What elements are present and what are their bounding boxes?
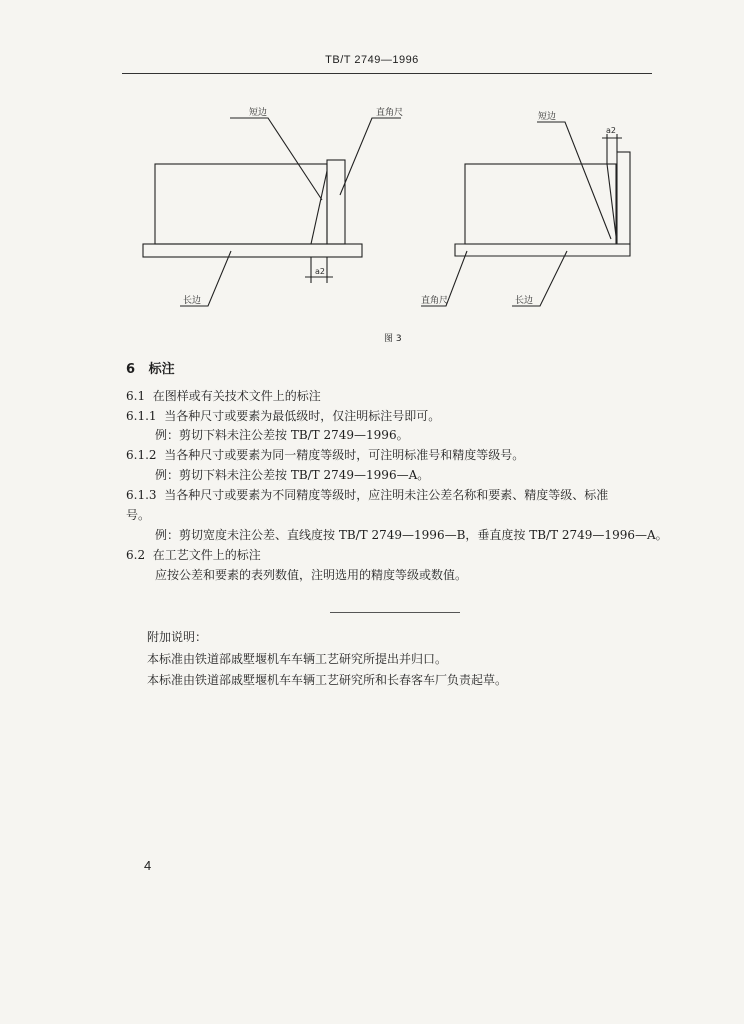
notes-line-2: 本标准由铁道部戚墅堰机车车辆工艺研究所和长春客车厂负责起草。 [147, 673, 508, 687]
clause-6-1-1-example: 例：剪切下料未注公差按 TB/T 2749—1996。 [155, 428, 409, 442]
right-square-blade [617, 152, 630, 244]
clause-6-2-body: 应按公差和要素的表列数值，注明选用的精度等级或数值。 [155, 568, 468, 582]
left-leader-square [340, 118, 401, 195]
right-label-short-edge: 短边 [538, 112, 557, 122]
right-leader-short-edge [537, 122, 611, 239]
left-short-edge-line [311, 171, 327, 244]
left-label-short-edge: 短边 [249, 108, 268, 118]
left-square-blade [327, 160, 345, 244]
clause-6-1-3-continuation: 号。 [126, 508, 151, 522]
clause-6-1-3-example: 例：剪切宽度未注公差、直线度按 TB/T 2749—1996—B，垂直度按 TB/T 2749—1996—A。 [155, 528, 668, 542]
right-long-edge-bar [455, 244, 630, 256]
right-workpiece [465, 164, 616, 244]
notes-title: 附加说明： [147, 630, 208, 644]
clause-6-1-1: 6.1.1 当各种尺寸或要素为最低级时，仅注明标注号即可。 [126, 409, 441, 423]
figure-3-drawing [0, 0, 744, 330]
left-workpiece [155, 164, 327, 244]
page-number: 4 [144, 858, 152, 873]
left-leader-short-edge [230, 118, 322, 200]
left-label-square: 直角尺 [376, 108, 404, 118]
right-label-dim: a2 [606, 126, 616, 135]
left-long-edge-bar [143, 244, 362, 257]
notes-line-1: 本标准由铁道部戚墅堰机车车辆工艺研究所提出并归口。 [147, 652, 448, 666]
clause-6-1-2: 6.1.2 当各种尺寸或要素为同一精度等级时，可注明标准号和精度等级号。 [126, 448, 525, 462]
clause-6-2: 6.2 在工艺文件上的标注 [126, 548, 261, 562]
clause-6-1-3: 6.1.3 当各种尺寸或要素为不同精度等级时，应注明未注公差名称和要素、精度等级、标准 [126, 488, 609, 502]
running-header: TB/T 2749—1996 [325, 54, 419, 66]
figure-left-diagram [143, 118, 401, 306]
figure-right-diagram [421, 122, 630, 306]
separator-rule [330, 612, 460, 613]
left-label-dim: a2 [315, 267, 325, 276]
right-label-square: 直角尺 [421, 296, 449, 306]
section-heading [126, 358, 175, 377]
figure-caption: 图 3 [384, 334, 402, 344]
section-title: 标注 [148, 362, 175, 377]
clause-6-1: 6.1 在图样或有关技术文件上的标注 [126, 389, 321, 403]
right-label-long-edge: 长边 [515, 296, 534, 306]
section-number: 6 [126, 362, 136, 377]
clause-6-1-2-example: 例：剪切下料未注公差按 TB/T 2749—1996—A。 [155, 468, 430, 482]
left-label-long-edge: 长边 [183, 296, 202, 306]
